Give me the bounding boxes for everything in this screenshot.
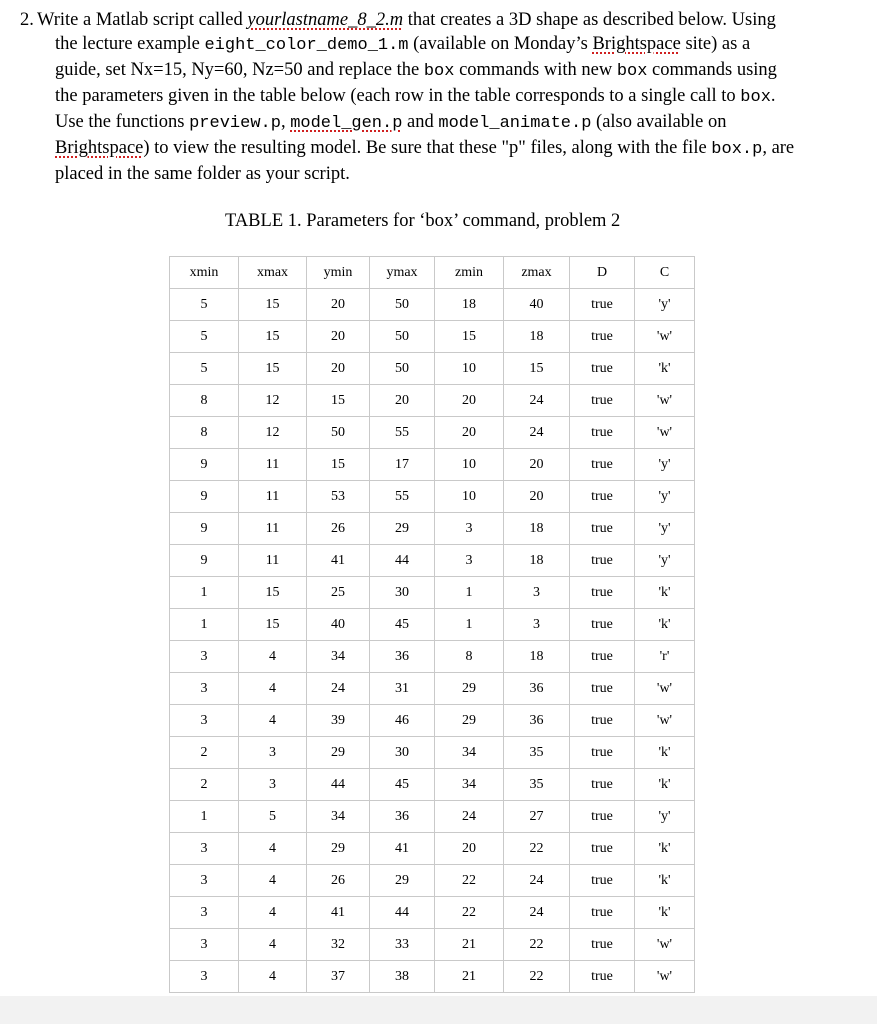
table-row [170,289,695,321]
table-cell: 45 [370,609,435,641]
problem-line-3 [20,58,850,84]
table-row [170,385,695,417]
table-cell: 3 [239,737,307,769]
text-segment: , are [762,138,795,158]
table-cell: 24 [504,417,570,449]
table-cell: 5 [170,321,239,353]
table-row [170,513,695,545]
table-cell: 5 [239,801,307,833]
table-cell: 40 [504,289,570,321]
table-cell: 24 [504,897,570,929]
table-cell: 3 [239,769,307,801]
table-cell: 29 [435,705,504,737]
problem-statement [20,8,850,186]
table-cell: 3 [170,865,239,897]
table-cell: true [570,481,635,513]
table-cell: 5 [170,289,239,321]
table-cell: 36 [370,801,435,833]
table-cell: 'w' [635,673,695,705]
table-cell: 35 [504,737,570,769]
problem-line-1 [20,8,850,32]
table-cell: 36 [504,705,570,737]
table-cell: 30 [370,737,435,769]
table-cell: 15 [239,577,307,609]
table-cell: 15 [239,321,307,353]
header-cell: zmax [504,257,570,289]
table-cell: 'y' [635,801,695,833]
text-segment: guide, set Nx=15, Ny=60, Nz=50 and replace the [55,60,424,80]
table-cell: true [570,449,635,481]
table-cell: 'w' [635,929,695,961]
table-cell: 39 [307,705,370,737]
table-cell: 20 [307,289,370,321]
table-cell: 34 [435,769,504,801]
text-segment: that creates a 3D shape as described below. Using [403,10,776,30]
table-cell: 1 [435,609,504,641]
table-cell: true [570,865,635,897]
table-cell: 24 [435,801,504,833]
table-cell: 'k' [635,769,695,801]
header-cell: D [570,257,635,289]
table-cell: 1 [170,609,239,641]
table-cell: 29 [307,833,370,865]
table-cell: 46 [370,705,435,737]
table-cell: 38 [370,961,435,993]
table-row [170,481,695,513]
table-cell: 15 [435,321,504,353]
table-cell: 8 [170,385,239,417]
table-row [170,737,695,769]
table-cell: 34 [307,641,370,673]
table-cell: 8 [170,417,239,449]
table-cell: true [570,897,635,929]
table-cell: true [570,641,635,673]
table-cell: 36 [370,641,435,673]
table-cell: 20 [435,417,504,449]
table-cell: 22 [435,865,504,897]
table-row [170,577,695,609]
table-cell: true [570,577,635,609]
table-cell: 41 [307,897,370,929]
table-cell: 12 [239,385,307,417]
table-cell: 44 [370,897,435,929]
table-cell: 11 [239,545,307,577]
table-cell: 20 [435,833,504,865]
table-row [170,705,695,737]
table-cell: 3 [170,673,239,705]
table-cell: 15 [307,449,370,481]
table-cell: 37 [307,961,370,993]
text-segment: the parameters given in the table below (each row in the table corresponds to a single call to [55,86,741,106]
table-cell: 27 [504,801,570,833]
table-cell: 'w' [635,961,695,993]
table-cell: 'w' [635,385,695,417]
table-cell: 'y' [635,289,695,321]
table-cell: 11 [239,481,307,513]
brightspace-word: Brightspace [55,138,144,158]
table-cell: 9 [170,449,239,481]
table-cell: 41 [370,833,435,865]
table-cell: 4 [239,929,307,961]
table-cell: 44 [307,769,370,801]
table-cell: 'k' [635,833,695,865]
table-cell: 30 [370,577,435,609]
table-cell: 50 [307,417,370,449]
text-segment: ) to view the resulting model. Be sure that these "p" files, along with the file [143,138,712,158]
table-row [170,353,695,385]
bottom-bar [0,996,877,1024]
table-cell: true [570,513,635,545]
table-cell: 4 [239,673,307,705]
text-segment: Use the functions [55,112,190,132]
table-cell: 10 [435,481,504,513]
header-cell: ymax [370,257,435,289]
text-segment: Write a Matlab script called [37,10,248,30]
table-cell: 3 [170,641,239,673]
table-cell: 15 [307,385,370,417]
table-cell: true [570,961,635,993]
table-cell: 41 [307,545,370,577]
table-cell: 20 [307,321,370,353]
table-cell: 8 [435,641,504,673]
table-cell: true [570,833,635,865]
header-cell: xmax [239,257,307,289]
header-cell: xmin [170,257,239,289]
table-cell: 34 [307,801,370,833]
table-cell: 22 [504,961,570,993]
parameters-table [169,256,695,993]
table-cell: 11 [239,513,307,545]
table-cell: true [570,801,635,833]
table-cell: 'w' [635,321,695,353]
table-cell: 'k' [635,577,695,609]
table-cell: 15 [239,353,307,385]
table-cell: 3 [170,897,239,929]
table-cell: 29 [435,673,504,705]
table-cell: 3 [435,513,504,545]
text-segment: site) as a [680,34,751,54]
problem-line-6 [20,136,850,162]
table-cell: 34 [435,737,504,769]
table-cell: 29 [370,865,435,897]
table-cell: true [570,673,635,705]
table-cell: 2 [170,737,239,769]
table-cell: 21 [435,929,504,961]
table-cell: 'y' [635,545,695,577]
table-row [170,545,695,577]
table-cell: 11 [239,449,307,481]
table-cell: 3 [170,929,239,961]
table-cell: true [570,737,635,769]
table-cell: true [570,289,635,321]
table-cell: 3 [170,833,239,865]
box-code: box [616,62,648,81]
table-cell: 12 [239,417,307,449]
table-cell: 22 [504,929,570,961]
table-cell: 20 [435,385,504,417]
table-cell: 4 [239,961,307,993]
table-cell: 1 [435,577,504,609]
box-p-code: box.p [711,140,763,159]
table-cell: 55 [370,417,435,449]
table-row [170,929,695,961]
table-cell: 'w' [635,705,695,737]
table-cell: 10 [435,353,504,385]
table-row [170,609,695,641]
table-row [170,801,695,833]
text-segment: and [402,112,439,132]
table-cell: 4 [239,897,307,929]
table-cell: true [570,929,635,961]
table-cell: 3 [435,545,504,577]
table-cell: 'k' [635,865,695,897]
table-cell: 10 [435,449,504,481]
table-row [170,641,695,673]
table-cell: 3 [504,609,570,641]
table-cell: 29 [307,737,370,769]
table-cell: 15 [504,353,570,385]
table-cell: 17 [370,449,435,481]
table-cell: true [570,545,635,577]
table-cell: 50 [370,289,435,321]
table-row [170,769,695,801]
table-cell: 21 [435,961,504,993]
table-cell: 24 [504,385,570,417]
table-row [170,897,695,929]
table-cell: 26 [307,865,370,897]
table-cell: 18 [504,641,570,673]
problem-line-4 [20,84,850,110]
table-row [170,961,695,993]
table-cell: 45 [370,769,435,801]
header-cell: C [635,257,695,289]
table-cell: 24 [504,865,570,897]
table-cell: 50 [370,321,435,353]
table-cell: true [570,769,635,801]
table-cell: 'w' [635,417,695,449]
text-segment: commands with new [454,60,617,80]
table-cell: 9 [170,513,239,545]
table-cell: 33 [370,929,435,961]
table-cell: 'y' [635,513,695,545]
box-code: box [423,62,455,81]
table-cell: 3 [170,705,239,737]
table-cell: 9 [170,545,239,577]
table-caption: TABLE 1. Parameters for ‘box’ command, problem 2 [225,211,621,231]
table-cell: 29 [370,513,435,545]
table-cell: 4 [239,641,307,673]
box-code: box [740,88,771,107]
table-row [170,833,695,865]
table-cell: 'k' [635,897,695,929]
text-segment: (also available on [591,112,727,132]
table-cell: 44 [370,545,435,577]
table-cell: 24 [307,673,370,705]
table-cell: 55 [370,481,435,513]
table-cell: 35 [504,769,570,801]
table-cell: 'y' [635,481,695,513]
table-row [170,449,695,481]
table-cell: 18 [504,545,570,577]
table-cell: true [570,609,635,641]
problem-line-5 [20,110,850,136]
demo-filename: eight_color_demo_1.m [204,36,409,55]
table-body [170,289,695,993]
table-cell: 26 [307,513,370,545]
table-cell: 20 [307,353,370,385]
table-cell: true [570,353,635,385]
table-cell: 18 [504,321,570,353]
table-header-row [170,257,695,289]
table-row [170,321,695,353]
header-cell: ymin [307,257,370,289]
table-cell: 5 [170,353,239,385]
table-cell: 32 [307,929,370,961]
preview-code: preview.p [189,114,281,133]
table-cell: 'r' [635,641,695,673]
problem-line-2 [20,32,850,58]
table-cell: 'k' [635,737,695,769]
table-cell: 53 [307,481,370,513]
table-cell: 1 [170,801,239,833]
table-cell: 15 [239,609,307,641]
text-segment: (available on Monday’s [408,34,593,54]
header-cell: zmin [435,257,504,289]
table-cell: 4 [239,833,307,865]
table-cell: 'y' [635,449,695,481]
table-cell: 'k' [635,353,695,385]
table-cell: true [570,385,635,417]
table-cell: 18 [504,513,570,545]
table-cell: 18 [435,289,504,321]
table-cell: true [570,321,635,353]
table-cell: 40 [307,609,370,641]
table-cell: 15 [239,289,307,321]
table-cell: 36 [504,673,570,705]
table-cell: 'k' [635,609,695,641]
model-animate-code: model_animate.p [438,114,592,133]
table-row [170,673,695,705]
table-cell: 1 [170,577,239,609]
table-cell: true [570,417,635,449]
table-cell: 3 [170,961,239,993]
brightspace-word: Brightspace [592,34,681,54]
table-cell: 4 [239,705,307,737]
table-cell: 22 [435,897,504,929]
table-cell: 50 [370,353,435,385]
table-cell: 22 [504,833,570,865]
text-segment: commands using [647,60,777,80]
text-segment: , [280,112,291,132]
table-cell: 9 [170,481,239,513]
model-gen-code: model_gen.p [290,114,403,133]
text-segment: the lecture example [55,34,205,54]
table-cell: true [570,705,635,737]
table-cell: 3 [504,577,570,609]
problem-number: 2. [20,10,34,30]
problem-line-7: placed in the same folder as your script. [55,164,350,184]
text-segment: . [770,86,776,106]
table-row [170,417,695,449]
table-cell: 25 [307,577,370,609]
table-cell: 20 [370,385,435,417]
table-cell: 2 [170,769,239,801]
table-cell: 20 [504,449,570,481]
table-cell: 20 [504,481,570,513]
table-row [170,865,695,897]
table-cell: 31 [370,673,435,705]
table-cell: 4 [239,865,307,897]
script-filename: yourlastname_8_2.m [247,10,404,30]
